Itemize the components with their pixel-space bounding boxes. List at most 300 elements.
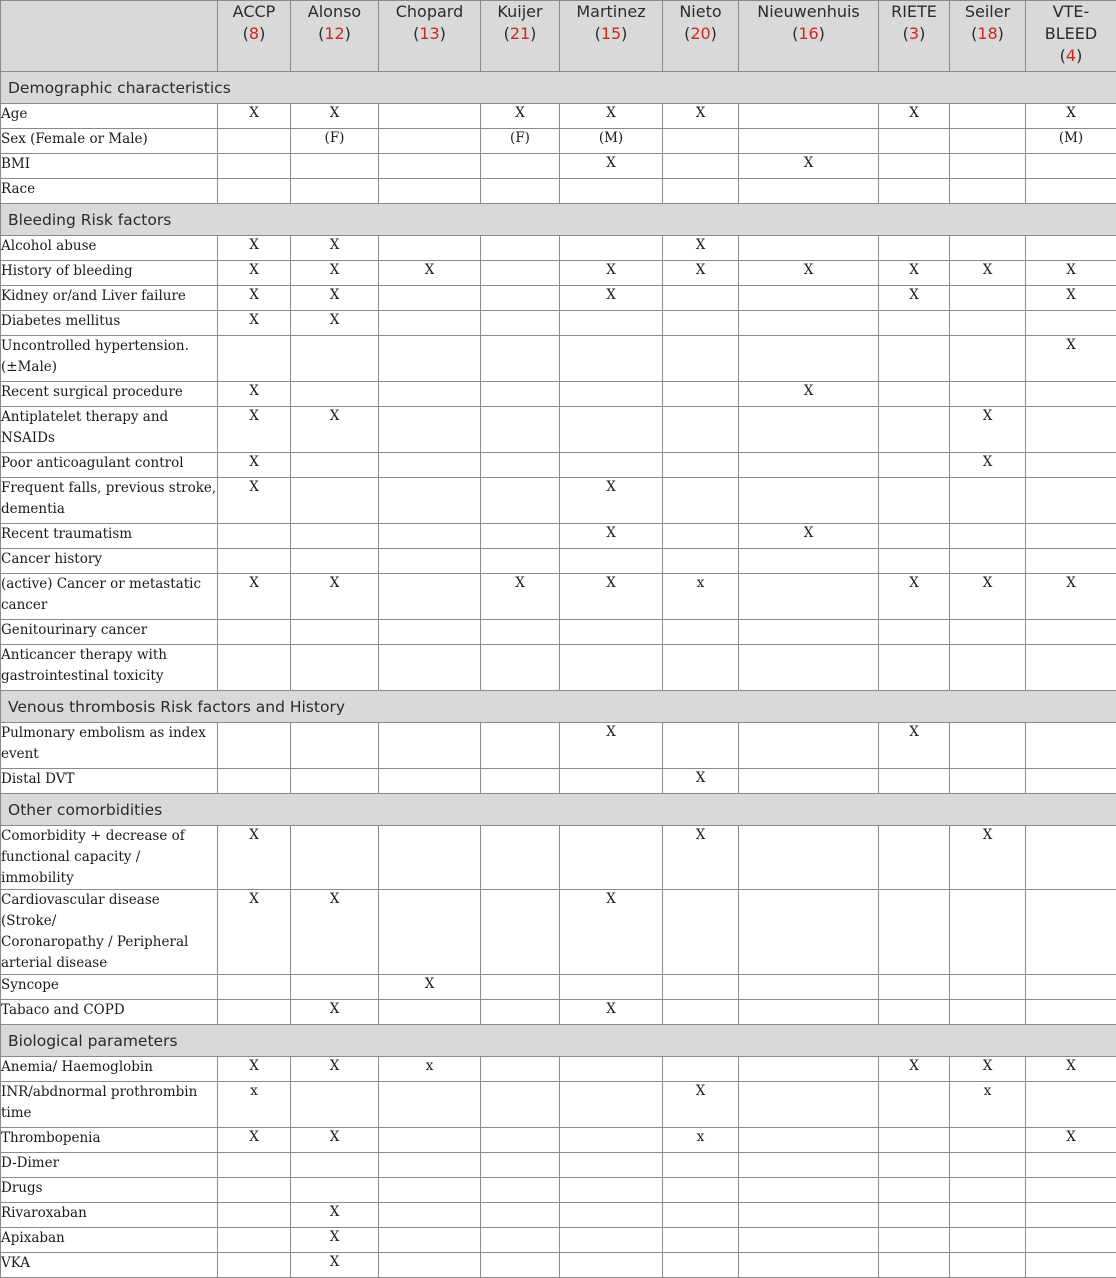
table-cell: X — [218, 407, 291, 453]
row-label: Recent traumatism — [1, 524, 218, 549]
table-row — [1, 336, 1116, 382]
section-header-row — [1, 691, 1116, 723]
table-cell — [879, 975, 950, 1000]
table-cell: X — [1026, 261, 1116, 286]
study-name: Seiler — [950, 1, 1025, 23]
table-cell — [663, 478, 739, 524]
study-name: ACCP — [218, 1, 290, 23]
table-cell — [218, 179, 291, 204]
table-cell — [379, 620, 481, 645]
table-cell — [218, 336, 291, 382]
table-cell: X — [218, 311, 291, 336]
table-cell — [481, 382, 560, 407]
table-cell — [739, 1000, 879, 1025]
row-label: Drugs — [1, 1178, 218, 1203]
row-label: Pulmonary embolism as index event — [1, 723, 218, 769]
table-cell — [560, 1228, 663, 1253]
table-cell — [560, 1253, 663, 1278]
table-cell — [663, 154, 739, 179]
table-cell: X — [291, 890, 379, 975]
table-cell — [481, 1128, 560, 1153]
table-cell — [879, 524, 950, 549]
table-cell — [481, 1203, 560, 1228]
table-cell — [291, 723, 379, 769]
table-cell — [379, 890, 481, 975]
table-cell — [218, 549, 291, 574]
table-cell — [481, 549, 560, 574]
row-label: BMI — [1, 154, 218, 179]
table-cell — [879, 620, 950, 645]
table-cell — [481, 179, 560, 204]
table-cell — [879, 311, 950, 336]
row-label: Race — [1, 179, 218, 204]
table-cell — [950, 549, 1026, 574]
row-label: Rivaroxaban — [1, 1203, 218, 1228]
table-cell — [218, 723, 291, 769]
column-header-kuijer — [481, 1, 560, 72]
table-cell: X — [560, 154, 663, 179]
table-cell — [481, 1253, 560, 1278]
table-cell — [950, 104, 1026, 129]
table-cell — [291, 453, 379, 478]
table-cell: X — [950, 453, 1026, 478]
table-cell — [739, 336, 879, 382]
table-cell — [291, 1082, 379, 1128]
row-label: History of bleeding — [1, 261, 218, 286]
table-cell — [663, 1000, 739, 1025]
table-cell — [663, 179, 739, 204]
table-cell: X — [1026, 1057, 1116, 1082]
table-row — [1, 311, 1116, 336]
table-cell — [481, 261, 560, 286]
table-cell — [950, 336, 1026, 382]
table-cell: x — [663, 1128, 739, 1153]
table-cell — [1026, 236, 1116, 261]
table-cell: X — [950, 1057, 1026, 1082]
table-cell: X — [291, 236, 379, 261]
table-cell — [739, 826, 879, 890]
table-cell — [560, 336, 663, 382]
table-cell: X — [218, 453, 291, 478]
table-cell: X — [560, 723, 663, 769]
table-cell: (F) — [481, 129, 560, 154]
section-header-row — [1, 794, 1116, 826]
table-cell — [950, 1128, 1026, 1153]
table-cell — [560, 382, 663, 407]
table-cell — [291, 154, 379, 179]
table-row — [1, 478, 1116, 524]
table-cell — [879, 382, 950, 407]
table-cell — [560, 645, 663, 691]
table-cell — [481, 723, 560, 769]
table-cell — [1026, 1000, 1116, 1025]
table-cell — [560, 311, 663, 336]
table-cell — [663, 453, 739, 478]
row-label: Apixaban — [1, 1228, 218, 1253]
table-cell: X — [739, 382, 879, 407]
reference-line: (8) — [218, 23, 290, 45]
table-header — [1, 1, 1116, 72]
row-label: Uncontrolled hypertension. (±Male) — [1, 336, 218, 382]
table-cell — [379, 1153, 481, 1178]
table-cell: X — [218, 890, 291, 975]
row-label: Comorbidity + decrease of functional capacity / immobility — [1, 826, 218, 890]
table-cell — [950, 382, 1026, 407]
table-cell — [739, 620, 879, 645]
table-cell — [379, 1178, 481, 1203]
table-cell — [481, 336, 560, 382]
column-header-chopard — [379, 1, 481, 72]
table-cell — [950, 1228, 1026, 1253]
study-name: Martinez — [560, 1, 662, 23]
table-cell — [739, 1178, 879, 1203]
table-cell — [739, 549, 879, 574]
table-cell — [1026, 645, 1116, 691]
reference-number: 16 — [798, 24, 818, 43]
table-cell: x — [663, 574, 739, 620]
table-row — [1, 286, 1116, 311]
row-label: Genitourinary cancer — [1, 620, 218, 645]
table-cell — [379, 382, 481, 407]
table-cell: X — [879, 286, 950, 311]
row-label: Alcohol abuse — [1, 236, 218, 261]
table-cell — [379, 104, 481, 129]
table-cell — [739, 769, 879, 794]
table-cell — [560, 407, 663, 453]
table-cell — [481, 1082, 560, 1128]
table-cell: X — [663, 104, 739, 129]
table-cell — [879, 1178, 950, 1203]
table-cell: X — [560, 478, 663, 524]
table-cell — [663, 890, 739, 975]
table-cell — [879, 179, 950, 204]
row-label: Poor anticoagulant control — [1, 453, 218, 478]
table-cell — [379, 645, 481, 691]
table-cell — [879, 453, 950, 478]
study-name: Nieto — [663, 1, 738, 23]
table-cell — [739, 311, 879, 336]
table-cell — [663, 549, 739, 574]
table-cell — [379, 286, 481, 311]
table-cell: X — [879, 723, 950, 769]
table-cell — [663, 524, 739, 549]
table-cell: X — [218, 826, 291, 890]
table-cell — [950, 524, 1026, 549]
row-label: Anemia/ Haemoglobin — [1, 1057, 218, 1082]
table-cell — [218, 154, 291, 179]
table-cell: X — [218, 574, 291, 620]
table-cell — [1026, 890, 1116, 975]
table-cell: X — [950, 574, 1026, 620]
table-cell — [218, 620, 291, 645]
table-cell — [739, 236, 879, 261]
table-row — [1, 826, 1116, 890]
table-cell — [481, 1057, 560, 1082]
reference-line: (15) — [560, 23, 662, 45]
table-cell — [291, 645, 379, 691]
table-cell — [1026, 1153, 1116, 1178]
table-cell — [879, 826, 950, 890]
table-row — [1, 261, 1116, 286]
table-cell — [560, 179, 663, 204]
table-cell — [879, 236, 950, 261]
table-cell — [379, 129, 481, 154]
table-cell — [739, 407, 879, 453]
table-cell — [663, 407, 739, 453]
table-row — [1, 574, 1116, 620]
table-cell — [379, 1128, 481, 1153]
table-cell — [218, 1000, 291, 1025]
reference-number: 8 — [249, 24, 259, 43]
table-cell — [218, 1228, 291, 1253]
table-cell — [879, 1253, 950, 1278]
table-cell — [950, 478, 1026, 524]
table-cell — [739, 478, 879, 524]
reference-number: 4 — [1066, 46, 1076, 65]
table-cell — [218, 129, 291, 154]
table-cell: X — [1026, 104, 1116, 129]
table-cell — [879, 1128, 950, 1153]
table-cell — [291, 478, 379, 524]
row-label: (active) Cancer or metastatic cancer — [1, 574, 218, 620]
table-cell — [1026, 1253, 1116, 1278]
table-cell — [1026, 407, 1116, 453]
table-cell — [739, 129, 879, 154]
row-label: Sex (Female or Male) — [1, 129, 218, 154]
table-row — [1, 104, 1116, 129]
table-cell — [291, 620, 379, 645]
table-cell: X — [879, 261, 950, 286]
table-cell — [950, 311, 1026, 336]
table-cell: X — [560, 104, 663, 129]
table-cell: X — [663, 236, 739, 261]
table-cell — [560, 826, 663, 890]
table-cell — [560, 1203, 663, 1228]
table-cell — [560, 1178, 663, 1203]
table-cell — [481, 236, 560, 261]
table-cell: X — [481, 104, 560, 129]
row-label: Anticancer therapy with gastrointestinal toxicity — [1, 645, 218, 691]
table-cell: X — [218, 104, 291, 129]
table-cell — [739, 453, 879, 478]
table-cell: X — [560, 524, 663, 549]
table-cell — [379, 179, 481, 204]
table-row — [1, 524, 1116, 549]
table-cell — [481, 975, 560, 1000]
table-cell: X — [481, 574, 560, 620]
row-label: Thrombopenia — [1, 1128, 218, 1153]
table-cell: X — [218, 236, 291, 261]
table-cell — [950, 620, 1026, 645]
table-cell: X — [879, 104, 950, 129]
table-cell — [1026, 1178, 1116, 1203]
table-cell — [481, 1178, 560, 1203]
table-cell: X — [291, 1228, 379, 1253]
table-cell: X — [879, 574, 950, 620]
table-cell — [950, 769, 1026, 794]
study-name: RIETE — [879, 1, 949, 23]
table-cell: X — [663, 826, 739, 890]
table-cell — [379, 1203, 481, 1228]
row-label: Age — [1, 104, 218, 129]
table-cell: X — [291, 574, 379, 620]
table-cell — [950, 179, 1026, 204]
table-cell — [291, 769, 379, 794]
table-row — [1, 549, 1116, 574]
table-cell — [739, 286, 879, 311]
table-cell: X — [379, 975, 481, 1000]
table-cell — [379, 407, 481, 453]
table-row — [1, 1057, 1116, 1082]
table-cell — [1026, 1082, 1116, 1128]
table-cell: X — [291, 104, 379, 129]
table-cell: X — [218, 382, 291, 407]
table-cell — [481, 311, 560, 336]
table-cell — [560, 1057, 663, 1082]
table-cell — [663, 1178, 739, 1203]
table-row — [1, 769, 1116, 794]
table-cell — [1026, 769, 1116, 794]
table-cell — [739, 179, 879, 204]
table-cell: X — [291, 1203, 379, 1228]
table-cell — [739, 574, 879, 620]
table-cell — [218, 975, 291, 1000]
table-cell: X — [1026, 336, 1116, 382]
table-cell — [950, 975, 1026, 1000]
table-row — [1, 129, 1116, 154]
table-cell — [739, 723, 879, 769]
table-cell — [560, 620, 663, 645]
table-cell — [739, 1057, 879, 1082]
table-cell: X — [950, 407, 1026, 453]
table-cell — [1026, 524, 1116, 549]
table-cell — [379, 524, 481, 549]
table-cell — [1026, 453, 1116, 478]
table-cell — [291, 826, 379, 890]
table-cell — [218, 769, 291, 794]
table-cell: X — [663, 261, 739, 286]
table-cell — [481, 1153, 560, 1178]
table-cell: X — [560, 1000, 663, 1025]
table-cell — [950, 1253, 1026, 1278]
table-cell — [1026, 549, 1116, 574]
table-cell — [663, 723, 739, 769]
table-cell — [481, 453, 560, 478]
row-label: Antiplatelet therapy and NSAIDs — [1, 407, 218, 453]
table-cell — [663, 129, 739, 154]
section-title: Demographic characteristics — [1, 72, 1116, 104]
table-cell — [481, 645, 560, 691]
reference-line: (4) — [1026, 45, 1116, 67]
table-cell — [663, 1153, 739, 1178]
table-cell — [663, 336, 739, 382]
table-row — [1, 1228, 1116, 1253]
table-cell — [879, 1153, 950, 1178]
table-row — [1, 179, 1116, 204]
table-cell — [739, 104, 879, 129]
table-row — [1, 620, 1116, 645]
table-row — [1, 236, 1116, 261]
section-title: Bleeding Risk factors — [1, 204, 1116, 236]
header-row — [1, 1, 1116, 72]
table-cell — [379, 574, 481, 620]
table-cell — [291, 524, 379, 549]
table-cell — [560, 453, 663, 478]
table-cell: x — [950, 1082, 1026, 1128]
table-cell: (M) — [1026, 129, 1116, 154]
table-cell: X — [950, 261, 1026, 286]
table-cell: X — [739, 261, 879, 286]
table-cell — [739, 1153, 879, 1178]
section-header-row — [1, 204, 1116, 236]
reference-line: (3) — [879, 23, 949, 45]
table-cell — [879, 1203, 950, 1228]
section-header-row — [1, 72, 1116, 104]
table-cell — [379, 478, 481, 524]
table-cell — [950, 1000, 1026, 1025]
table-cell — [879, 890, 950, 975]
table-cell: X — [739, 154, 879, 179]
table-cell — [481, 154, 560, 179]
table-cell — [291, 336, 379, 382]
table-cell — [1026, 975, 1116, 1000]
table-cell: X — [291, 407, 379, 453]
table-cell — [560, 769, 663, 794]
table-row — [1, 1153, 1116, 1178]
table-row — [1, 1082, 1116, 1128]
table-cell: X — [291, 1128, 379, 1153]
reference-line: (20) — [663, 23, 738, 45]
table-cell — [739, 890, 879, 975]
table-cell: x — [218, 1082, 291, 1128]
table-cell: X — [218, 478, 291, 524]
table-cell — [218, 1203, 291, 1228]
table-cell — [879, 1228, 950, 1253]
table-cell — [218, 524, 291, 549]
section-title: Venous thrombosis Risk factors and History — [1, 691, 1116, 723]
table-cell — [560, 1082, 663, 1128]
table-cell — [879, 129, 950, 154]
reference-line: (13) — [379, 23, 480, 45]
table-cell — [950, 286, 1026, 311]
table-cell — [560, 236, 663, 261]
table-body — [1, 72, 1116, 1278]
table-cell — [379, 311, 481, 336]
table-cell — [950, 154, 1026, 179]
table-cell — [379, 1082, 481, 1128]
table-cell — [739, 1203, 879, 1228]
table-row — [1, 407, 1116, 453]
table-row — [1, 1203, 1116, 1228]
table-cell: X — [560, 261, 663, 286]
reference-number: 20 — [690, 24, 710, 43]
table-cell — [379, 549, 481, 574]
table-cell: X — [291, 311, 379, 336]
table-cell — [663, 1253, 739, 1278]
table-cell — [950, 723, 1026, 769]
table-row — [1, 453, 1116, 478]
table-cell: x — [379, 1057, 481, 1082]
table-cell — [739, 1128, 879, 1153]
row-label: Syncope — [1, 975, 218, 1000]
table-cell — [218, 1153, 291, 1178]
table-cell — [481, 620, 560, 645]
table-cell — [481, 286, 560, 311]
section-title: Biological parameters — [1, 1025, 1116, 1057]
table-row — [1, 1000, 1116, 1025]
table-cell — [379, 453, 481, 478]
reference-line: (18) — [950, 23, 1025, 45]
